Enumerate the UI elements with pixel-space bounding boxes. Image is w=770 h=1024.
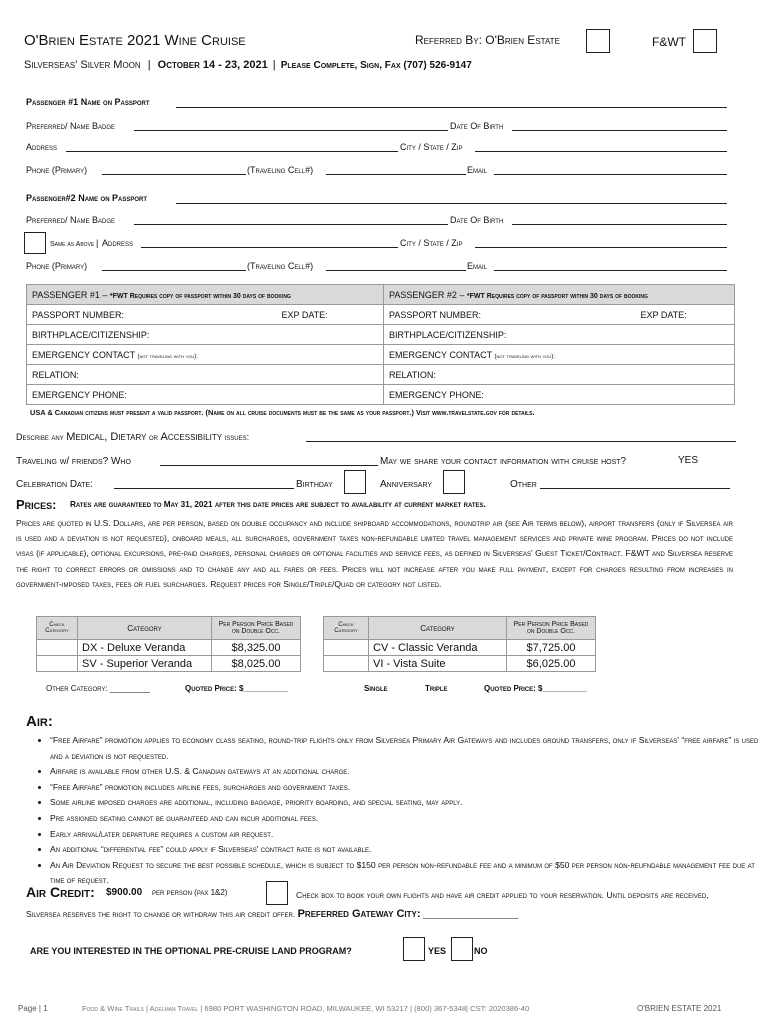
col-price-left: Per Person Price Based on Double Occ. [212, 617, 301, 640]
birthday-checkbox[interactable] [344, 470, 366, 494]
col-price-right: Per Person Price Based on Double Occ. [507, 617, 596, 640]
p2-passport-header: PASSENGER #2 – *FWT Requires copy of passport within 30 days of booking [384, 285, 735, 305]
pre-cruise-yes-label: YES [428, 946, 447, 956]
share-contact-label: May we share your contact information with cruise host? [380, 456, 627, 467]
table-row [37, 656, 301, 672]
p1-address-field[interactable] [66, 151, 398, 152]
other-field[interactable] [540, 488, 730, 489]
p2-emergency-contact[interactable]: EMERGENCY CONTACT (not traveling with you): [384, 345, 735, 365]
passport-note: USA & Canadian citizens must present a valid passport. (Name on all cruise documents must be the same as your passport.) Visit www.travelstate.gov for details. [30, 408, 535, 417]
pre-cruise-no-checkbox[interactable] [451, 937, 473, 961]
p2-address-field[interactable] [141, 247, 398, 248]
category-cell: DX - Deluxe Veranda [78, 640, 212, 656]
pre-cruise-no-label: NO [474, 946, 488, 956]
p2-phone-field[interactable] [102, 270, 246, 271]
subtitle-instructions: Please Complete, Sign, Fax (707) 526-9147 [280, 60, 472, 71]
air-heading: Air: [26, 713, 53, 730]
p1-email-field[interactable] [494, 174, 727, 175]
fwt-checkbox[interactable] [693, 29, 717, 53]
fwt-label: F&WT [652, 35, 686, 49]
list-item: • Some airline imposed charges are additional, including baggage, priority boarding, and special seating, may apply. [50, 795, 766, 811]
p1-dob-label: Date Of Birth [450, 121, 504, 131]
check-cell[interactable] [324, 640, 369, 656]
subtitle-ship: Silverseas' Silver Moon [24, 59, 141, 71]
list-item: • An additional “differential fee” could apply if Silverseas' contract rate is not available. [50, 842, 766, 858]
share-contact-yes[interactable]: YES [678, 455, 699, 466]
p1-passport-header: PASSENGER #1 – *FWT Requires copy of passport within 30 days of booking [27, 285, 384, 305]
other-category[interactable]: Other Category: _________ [46, 684, 150, 693]
p2-badge-field[interactable] [134, 224, 448, 225]
prices-heading: Prices: [16, 497, 57, 512]
col-check-left: Check Category [37, 617, 78, 640]
p2-city-label: City / State / Zip [400, 238, 463, 248]
p2-email-label: Email [467, 261, 488, 271]
p1-badge-label: Preferred/ Name Badge [26, 121, 116, 131]
p2-email-field[interactable] [494, 270, 727, 271]
p2-cell-field[interactable] [326, 270, 466, 271]
p2-cell-label: (Traveling Cell#) [247, 261, 314, 271]
p1-badge-field[interactable] [134, 130, 448, 131]
p1-cell-field[interactable] [326, 174, 466, 175]
gateway-label: Preferred Gateway City: [297, 908, 421, 920]
gateway-field[interactable]: ____________________ [422, 909, 519, 919]
price-cell: $7,725.00 [507, 640, 596, 656]
single-label: Single [364, 684, 388, 693]
list-item: • An Air Deviation Request to secure the best possible schedule, which is subject to $150 per person non-refundable fee and a minimum of $50 per person non-reufndable management fee due at time of request. [50, 858, 766, 889]
celebration-field[interactable] [114, 488, 294, 489]
p2-same-as-above-checkbox[interactable] [24, 232, 46, 254]
table-row [324, 640, 596, 656]
check-cell[interactable] [324, 656, 369, 672]
col-category-left: Category [78, 617, 212, 640]
p2-address-label: Address [102, 238, 134, 248]
p2-badge-label: Preferred/ Name Badge [26, 215, 116, 225]
p2-birthplace[interactable]: BIRTHPLACE/CITIZENSHIP: [384, 325, 735, 345]
p1-city-label: City / State / Zip [400, 142, 463, 152]
p1-phone-field[interactable] [102, 174, 246, 175]
p1-emergency-phone[interactable]: EMERGENCY PHONE: [27, 385, 384, 405]
category-cell: VI - Vista Suite [369, 656, 507, 672]
p2-city-field[interactable] [475, 247, 727, 248]
page-title: O'Brien Estate 2021 Wine Cruise [24, 32, 246, 49]
describe-field[interactable] [306, 441, 736, 442]
check-cell[interactable] [37, 640, 78, 656]
triple-label: Triple [425, 684, 448, 693]
list-item: • “Free Airfare” promotion applies to economy class seating, round-trip flights only from Silversea Primary Air Gateways and includes ground transfers, only if Silverseas' “free airfare” is used and a deviation is not requested. [50, 733, 766, 764]
table-row [324, 656, 596, 672]
p1-dob-field[interactable] [512, 130, 727, 131]
p2-dob-field[interactable] [512, 224, 727, 225]
p1-name-field[interactable] [176, 107, 727, 108]
pre-cruise-question: ARE YOU INTERESTED IN THE OPTIONAL PRE-CRUISE LAND PROGRAM? [30, 946, 352, 956]
pre-cruise-yes-checkbox[interactable] [403, 937, 425, 961]
list-item: • “Free Airfare” promotion includes airline fees, surcharges and government taxes. [50, 780, 766, 796]
price-table-left [36, 616, 301, 672]
air-bullets [26, 733, 766, 889]
passport-table [26, 284, 735, 405]
air-credit-per: per person (pax 1&2) [152, 888, 228, 897]
p1-address-label: Address [26, 142, 58, 152]
air-credit-amount: $900.00 [106, 887, 143, 898]
quoted-price-1[interactable]: Quoted Price: $__________ [185, 684, 288, 693]
subtitle: Silverseas' Silver Moon | October 14 - 23, 2021 | Please Complete, Sign, Fax (707) 526-9147 [24, 59, 472, 71]
celebration-label: Celebration Date: [16, 479, 93, 490]
traveling-with-field[interactable] [160, 465, 378, 466]
price-cell: $6,025.00 [507, 656, 596, 672]
p1-email-label: Email [467, 165, 488, 175]
referred-by-checkbox[interactable] [586, 29, 610, 53]
p1-name-label: Passenger #1 Name on Passport [26, 97, 150, 107]
p2-name-label: Passenger#2 Name on Passport [26, 193, 148, 203]
p1-city-field[interactable] [475, 151, 727, 152]
referred-by-label: Referred By: O'Brien Estate [415, 33, 560, 47]
footer-page: Page | 1 [18, 1004, 48, 1013]
price-cell: $8,325.00 [212, 640, 301, 656]
p1-emergency-contact[interactable]: EMERGENCY CONTACT (not traveling with you): [27, 345, 384, 365]
p2-name-field[interactable] [176, 203, 727, 204]
traveling-with-label: Traveling w/ friends? Who [16, 456, 131, 467]
table-row [37, 640, 301, 656]
price-cell: $8,025.00 [212, 656, 301, 672]
air-credit-text: Check box to book your own flights and have air credit applied to your reservation. Until deposits are received, Silversea reserves the right to change or withdraw this air credit offer. Preferred Gateway City: ____________________ [26, 890, 709, 920]
p2-relation[interactable]: RELATION: [384, 365, 735, 385]
list-item: • Airfare is available from other U.S. & Canadian gateways at an additional charge. [50, 764, 766, 780]
prices-paragraph: Prices are quoted in U.S. Dollars, are per person, based on double occupancy and include shipboard accommodations, roundtrip air (see Air terms below), airport transfers (only if Silversea air is used and a deviation is not requested), onboard meals, all surcharges, government taxes non-refundable limited travel management services and private wine program. Prices do not include visas (if applicable), optional excursions, pre-paid charges, personal charges or optional facilities and service fees, as defined in Silverseas' Guest Ticket/Contract. F&WT and Silversea reserve the right to correct errors or omissions and to change any and all fares or fees. Prices will not increase after you make full payment, except for charges resulting from increases in government-imposed taxes, fees or fuel surcharges. Request prices for Single/Triple/Quad or category not listed. [16, 518, 733, 589]
air-credit-heading: Air Credit: [26, 884, 95, 900]
category-cell: CV - Classic Veranda [369, 640, 507, 656]
col-category-right: Category [369, 617, 507, 640]
p1-phone-label: Phone (Primary) [26, 165, 88, 175]
p2-phone-label: Phone (Primary) [26, 261, 88, 271]
footer-estate: O'BRIEN ESTATE 2021 [637, 1004, 722, 1013]
category-cell: SV - Superior Veranda [78, 656, 212, 672]
prices-heading-note: Rates are guaranteed to May 31, 2021 after this date prices are subject to availability at current market rates. [70, 500, 486, 509]
check-cell[interactable] [37, 656, 78, 672]
other-label: Other [510, 479, 537, 490]
p1-passport-number[interactable]: PASSPORT NUMBER: EXP DATE: [27, 305, 384, 325]
p2-same-label: Same as Above [50, 241, 95, 248]
p2-dob-label: Date Of Birth [450, 215, 504, 225]
subtitle-dates: October 14 - 23, 2021 [157, 59, 268, 71]
p2-emergency-phone[interactable]: EMERGENCY PHONE: [384, 385, 735, 405]
p1-relation[interactable]: RELATION: [27, 365, 384, 385]
price-table-right [323, 616, 596, 672]
quoted-price-2[interactable]: Quoted Price: $__________ [484, 684, 587, 693]
anniversary-label: Anniversary [380, 479, 433, 490]
list-item: • Pre assigned seating cannot be guaranteed and can incur additional fees. [50, 811, 766, 827]
footer-company: Food & Wine Trails | Adelman Travel | 6980 PORT WASHINGTON ROAD, MILWAUKEE, WI 53217 | (800) 367-5348| CST: 2020386-40 [82, 1004, 530, 1013]
list-item: • Early arrival/later departure requires a custom air request. [50, 827, 766, 843]
birthday-label: Birthday [296, 479, 333, 490]
col-check-right: Check Category [324, 617, 369, 640]
p1-birthplace[interactable]: BIRTHPLACE/CITIZENSHIP: [27, 325, 384, 345]
anniversary-checkbox[interactable] [443, 470, 465, 494]
describe-label: Describe any Medical, Dietary or Accessibility issues: [16, 431, 250, 443]
p1-cell-label: (Traveling Cell#) [247, 165, 314, 175]
p2-passport-number[interactable]: PASSPORT NUMBER: EXP DATE: [384, 305, 735, 325]
